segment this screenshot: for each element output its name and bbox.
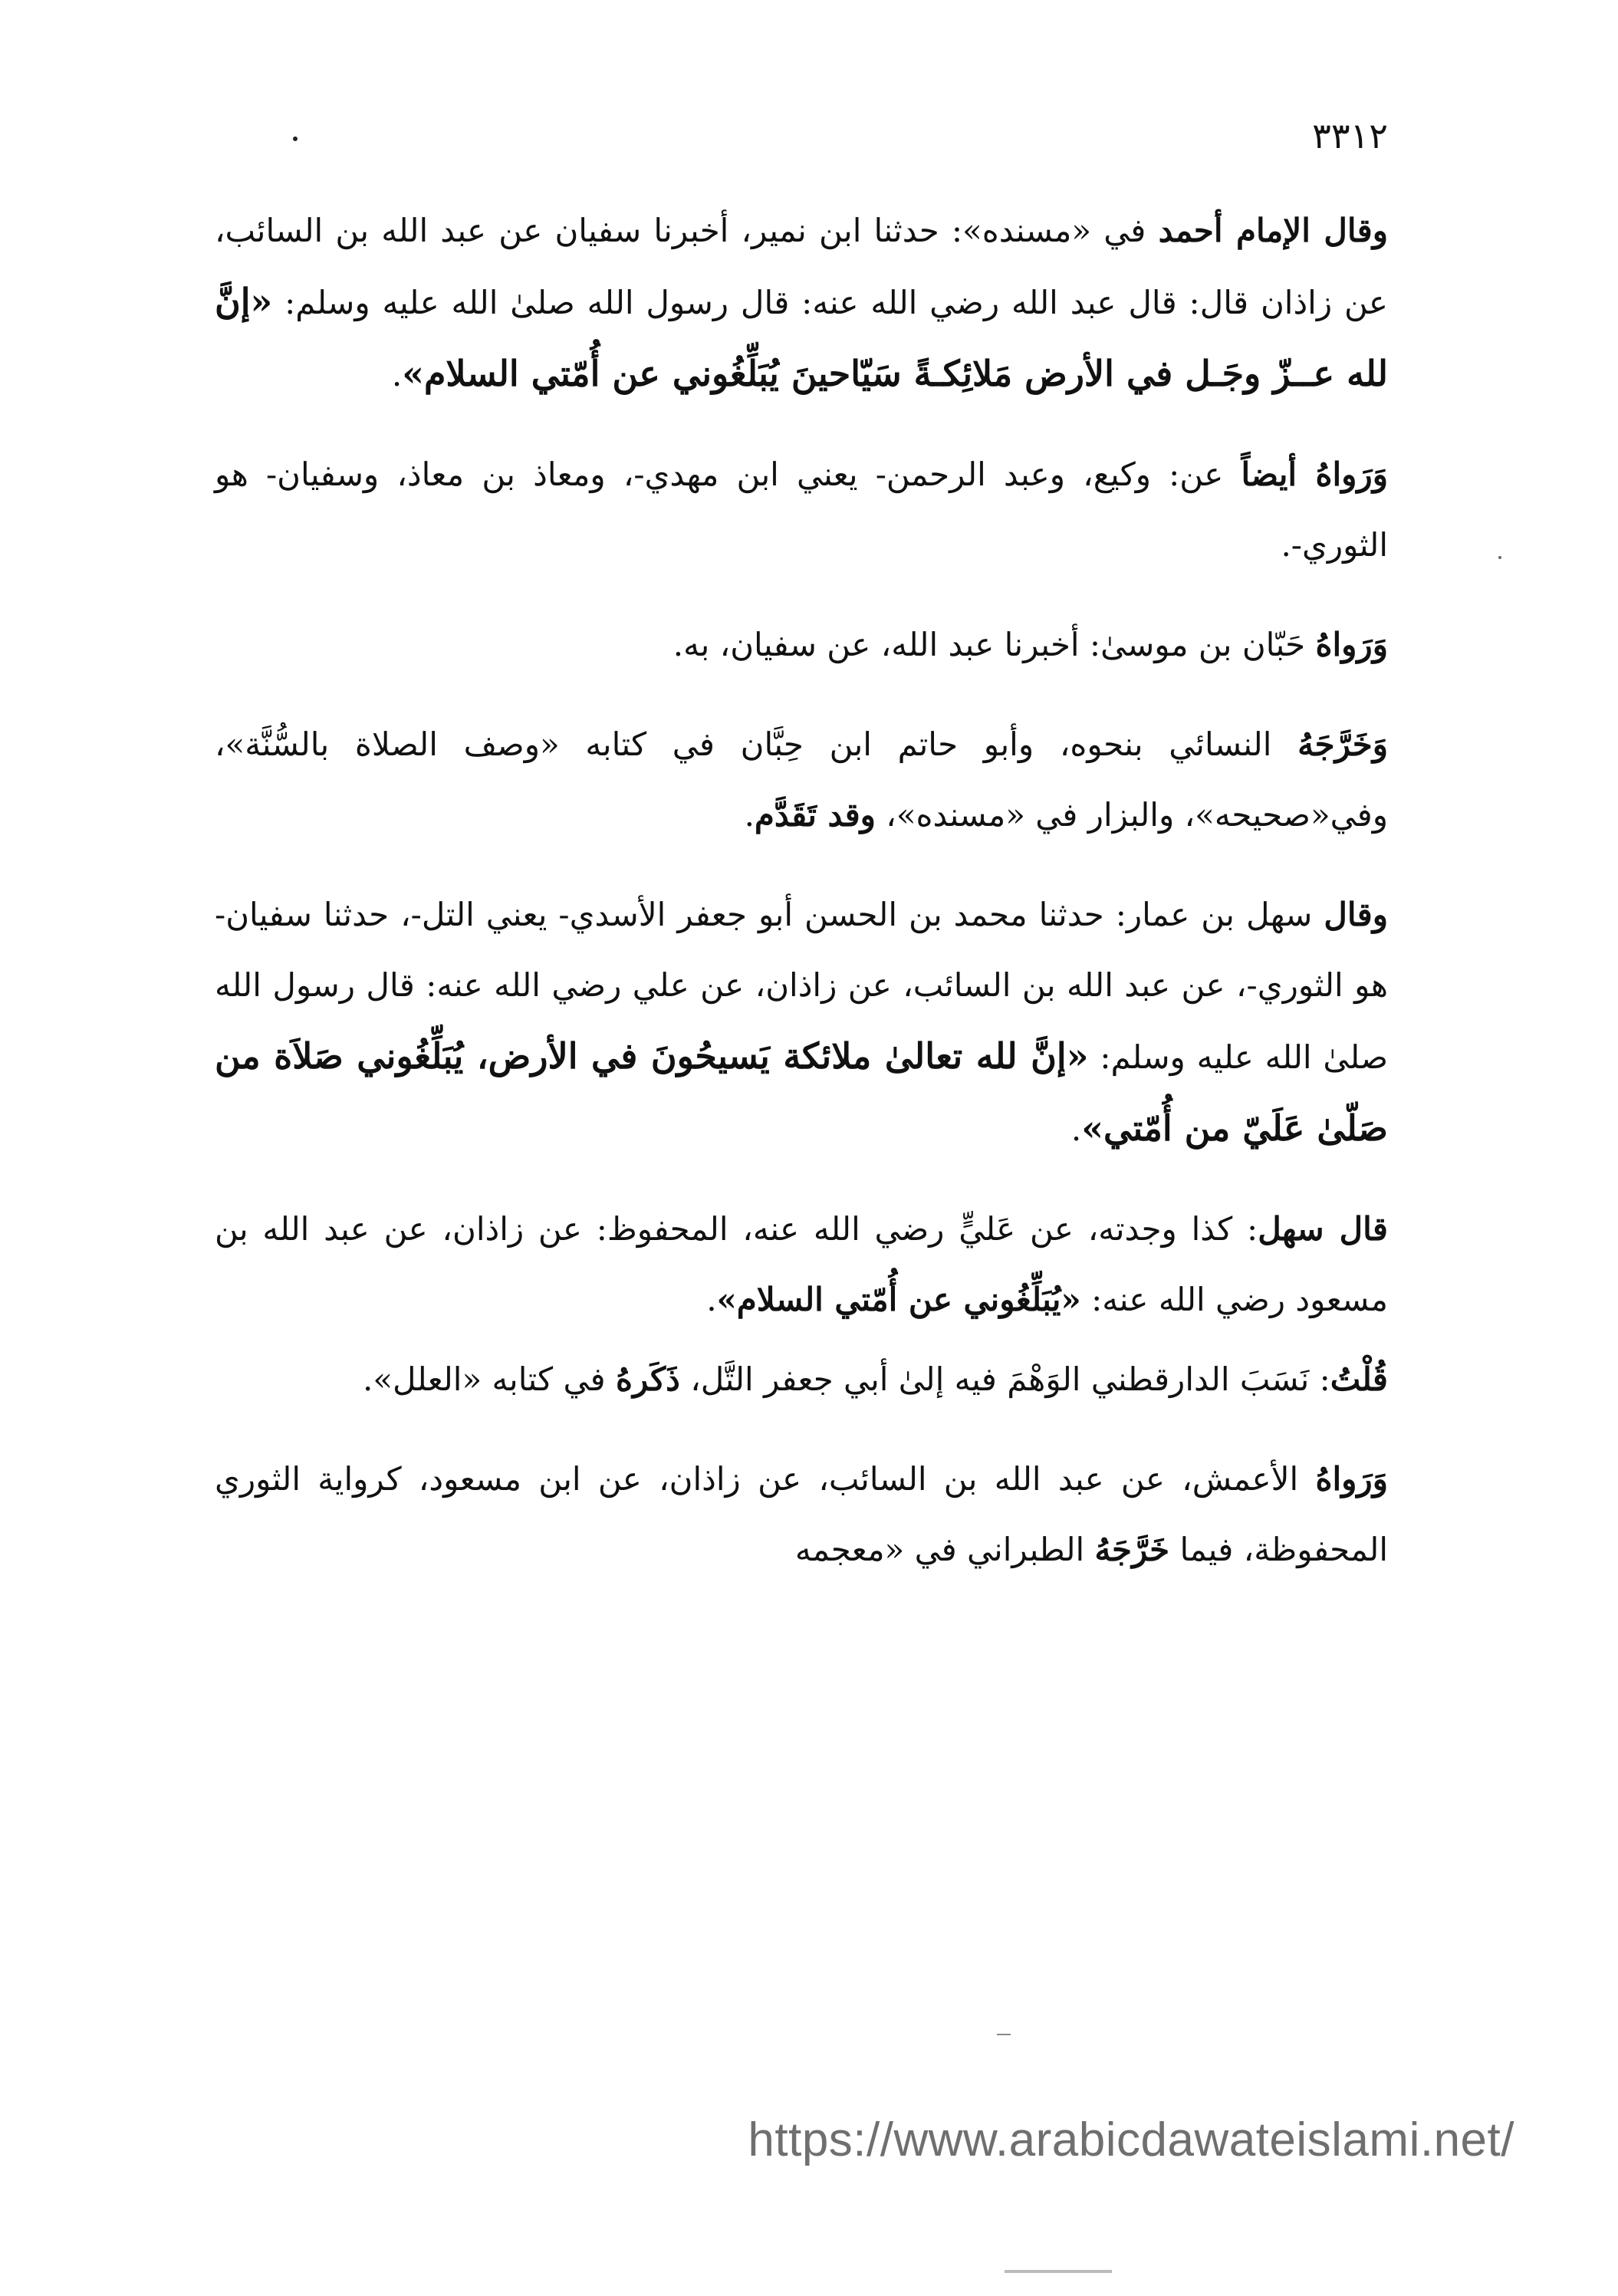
paragraph-7-body: : نَسَبَ الدارقطني الوَهْمَ فيه إلىٰ أبي جعفر التَّل،	[679, 1360, 1330, 1398]
paragraph-8-tail: الطبراني في «معجمه	[794, 1531, 1095, 1568]
stray-dot	[293, 137, 298, 141]
page-number: ٣٣١٢	[1312, 115, 1388, 156]
paragraph-4-tail: .	[744, 796, 755, 834]
paragraph-5	[215, 880, 1388, 1165]
paragraph-5-body: سهل بن عمار: حدثنا محمد بن الحسن أبو جعفر الأسدي- يعني التل-، حدثنا سفيان- هو الثوري-، عن عبد الله بن السائب، عن زاذان، عن علي رضي الله عنه: قال رسول الله صلىٰ الله عليه وسلم:	[215, 896, 1388, 1076]
margin-mark	[1498, 556, 1501, 559]
paragraph-1	[215, 196, 1388, 410]
paragraph-8-lead: وَرَواهُ	[1315, 1460, 1388, 1498]
paragraph-1-body: في «مسنده»: حدثنا ابن نمير، أخبرنا سفيان عن عبد الله بن السائب، عن زاذان قال: قال عبد الله رضي الله عنه: قال رسول الله صلىٰ الله عليه وسلم:	[215, 212, 1388, 321]
footer-tick-mark	[997, 2034, 1011, 2035]
paragraph-3-body: حَبّان بن موسىٰ: أخبرنا عبد الله، عن سفيان، به.	[673, 626, 1316, 663]
paragraph-2	[215, 439, 1388, 581]
paragraph-5-tail: .	[1070, 1110, 1082, 1148]
paragraph-4-body: النسائي بنحوه، وأبو حاتم ابن حِبَّان في كتابه «وصف الصلاة بالسُّنَّة»، وفي«صحيحه»، والبزار في «مسنده»،	[215, 725, 1388, 834]
paragraph-1-lead: وقال الإمام أحمد	[1158, 212, 1389, 249]
bottom-edge-fragment	[1005, 2270, 1112, 2273]
source-url-watermark: https://www.arabicdawateislami.net/	[748, 2113, 1514, 2166]
paragraph-5-lead: وقال	[1324, 896, 1388, 933]
paragraph-4	[215, 709, 1388, 850]
page-body	[215, 196, 1388, 1614]
paragraph-6	[215, 1194, 1388, 1335]
paragraph-5-hadith: «إنَّ لله تعالىٰ ملائكة يَسيحُونَ في الأرض، يُبَلِّغُوني صَلاَة من صَلّىٰ عَلَيّ من أُمّتي»	[215, 1035, 1388, 1149]
paragraph-6-hadith: «يُبَلِّغُوني عن أُمّتي السلام»	[716, 1281, 1081, 1318]
paragraph-7-tail: في كتابه «العلل».	[362, 1360, 616, 1398]
paragraph-6-lead: قال سهل	[1258, 1210, 1388, 1248]
paragraph-4-lead: وَخَرَّجَهُ	[1297, 725, 1388, 763]
paragraph-2-body: عن: وكيع، وعبد الرحمن- يعني ابن مهدي-، ومعاذ بن معاذ، وسفيان- هو الثوري-.	[215, 456, 1388, 564]
paragraph-8-hadith: خَرَّجَهُ	[1094, 1531, 1170, 1568]
paragraph-7-hadith: ذَكَرهُ	[615, 1360, 680, 1398]
paragraph-8-body: الأعمش، عن عبد الله بن السائب، عن زاذان، عن ابن مسعود، كرواية الثوري المحفوظة، فيما	[215, 1460, 1388, 1568]
paragraph-3-lead: وَرَواهُ	[1315, 626, 1388, 663]
paragraph-8	[215, 1444, 1388, 1585]
paragraph-6-body: : كذا وجدته، عن عَليٍّ رضي الله عنه، المحفوظ: عن زاذان، عن عبد الله بن مسعود رضي الله عنه:	[215, 1210, 1388, 1318]
paragraph-2-lead: وَرَواهُ أيضاً	[1241, 456, 1388, 493]
paragraph-7	[215, 1344, 1388, 1415]
paragraph-1-hadith: «إنَّ لله عــزّ وجَـل في الأرض مَلائِكـةً سَيّاحينَ يُبَلِّغُوني عن أُمّتي السلام»	[215, 281, 1388, 394]
paragraph-1-tail: .	[391, 356, 403, 393]
paragraph-6-tail: .	[706, 1281, 717, 1318]
paragraph-3	[215, 610, 1388, 680]
paragraph-4-hadith: وقد تَقَدَّم	[754, 796, 876, 834]
paragraph-7-lead: قُلْتُ	[1330, 1360, 1388, 1398]
